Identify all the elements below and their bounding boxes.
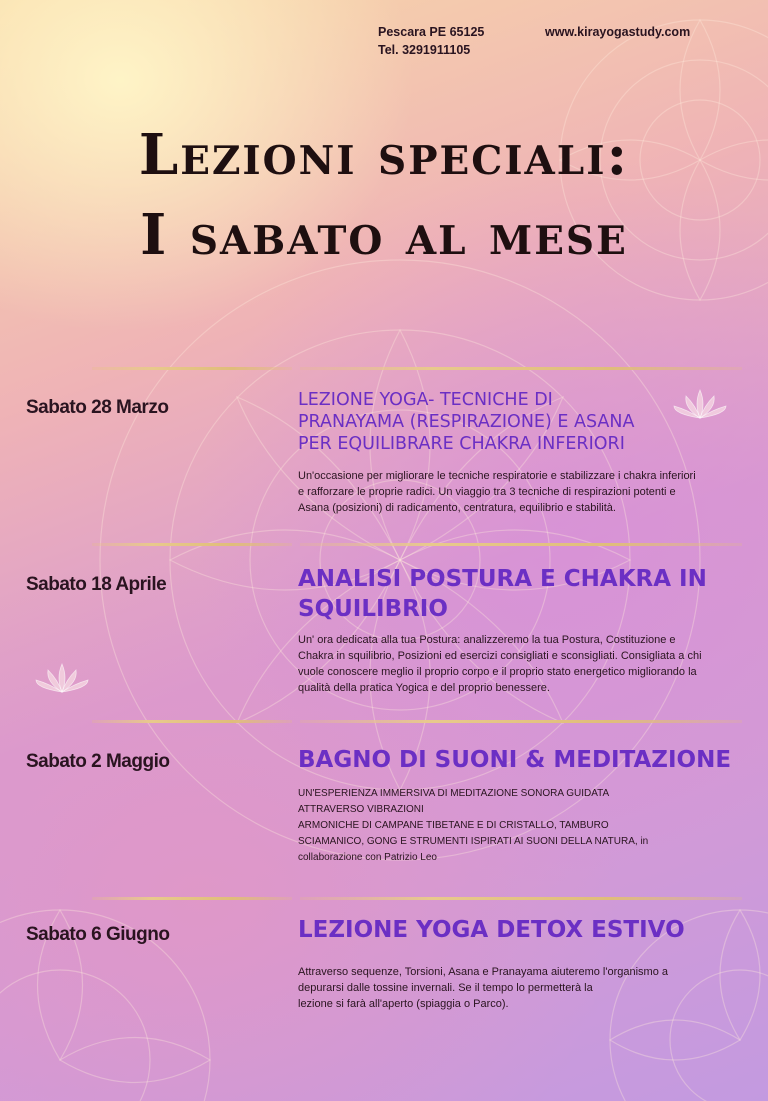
event-description: Un'occasione per migliorare le tecniche respiratorie e stabilizzare i chakra inferiori e rafforzare le proprie radici. Un viaggio tra 3 tecniche di respirazioni potenti e Asana (posizioni) di radicamento, centratura, equilibrio e stabilità.: [298, 470, 696, 514]
event-description: Attraverso sequenze, Torsioni, Asana e Pranayama aiuteremo l'organismo a depurarsi dalle tossine invernali. Se il tempo lo permetterà la lezione si farà all'aperto (spiaggia o Parco).: [298, 966, 668, 1010]
website-link[interactable]: www.kirayogastudy.com: [545, 25, 691, 39]
event-heading: BAGNO DI SUONI & MEDITAZIONE: [298, 747, 732, 773]
event-heading: LEZIONE YOGA DETOX ESTIVO: [298, 917, 685, 943]
divider: [300, 543, 742, 546]
event-description: Un' ora dedicata alla tua Postura: analizzeremo la tua Postura, Costituzione e Chakra in squilibrio, Posizioni ed esercizi consigliati e sconsigliati. Consigliata a chi vuole conoscere meglio il proprio corpo e il proprio stato energetico migliorando la qualità della pratica Yogica e del proprio benessere.: [298, 634, 702, 694]
event-date: Sabato 28 Marzo: [26, 397, 169, 418]
event-date: Sabato 18 Aprile: [26, 574, 167, 595]
event-heading: LEZIONE YOGA- TECNICHE DI PRANAYAMA (RESPIRAZIONE) E ASANA PER EQUILIBRARE CHAKRA INFERIORI: [298, 390, 635, 454]
contact-block: [378, 23, 484, 59]
address: Pescara PE 65125: [378, 25, 485, 39]
page-title-line-1: Lezioni speciali:: [138, 122, 630, 188]
divider: [300, 720, 742, 723]
event-date: Sabato 6 Giugno: [26, 924, 170, 945]
lotus-icon: [36, 664, 88, 692]
divider: [92, 720, 292, 723]
divider: [92, 543, 292, 546]
divider: [300, 897, 742, 900]
divider: [92, 897, 292, 900]
divider: [92, 367, 292, 370]
event-description: UN'ESPERIENZA IMMERSIVA DI MEDITAZIONE SONORA GUIDATA ATTRAVERSO VIBRAZIONI ARMONICHE DI CAMPANE TIBETANE E DI CRISTALLO, TAMBURO SCIAMANICO, GONG E STRUMENTI ISPIRATI AI SUONI DELLA NATURA, in collaborazione con Patrizio Leo: [298, 788, 649, 863]
page-title-line-2: I sabato al mese: [140, 202, 628, 268]
phone: Tel. 3291911105: [378, 43, 471, 57]
event-heading: ANALISI POSTURA E CHAKRA IN SQUILIBRIO: [298, 566, 707, 622]
event-date: Sabato 2 Maggio: [26, 751, 170, 772]
divider: [300, 367, 742, 370]
